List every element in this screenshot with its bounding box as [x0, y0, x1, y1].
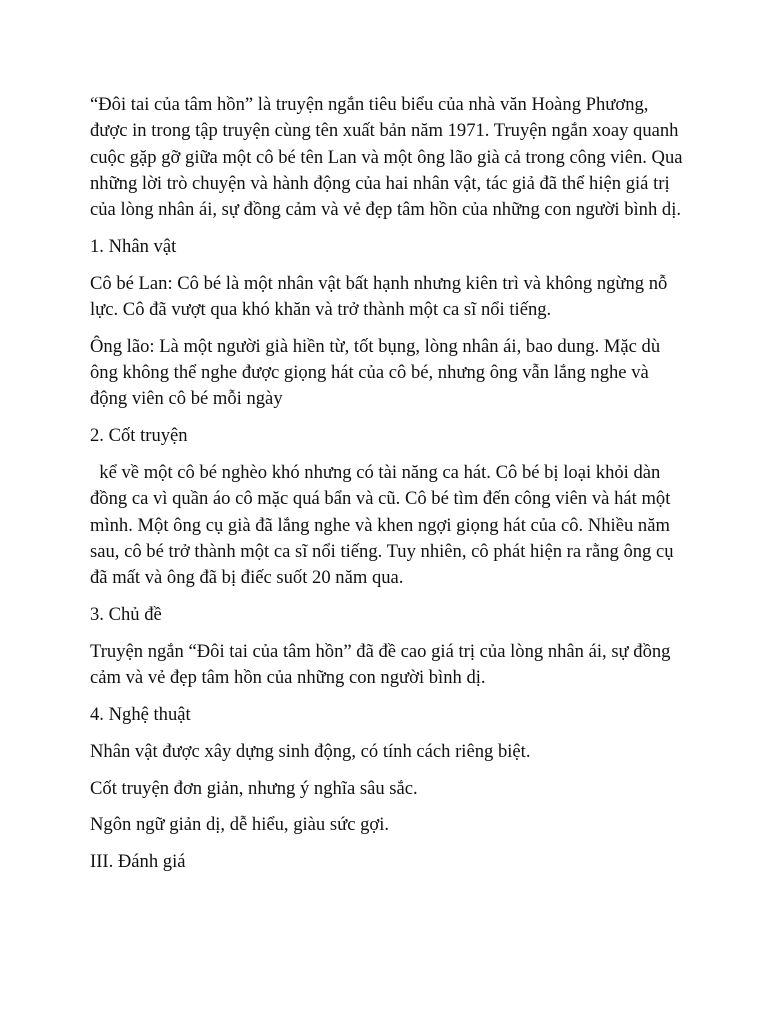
paragraph-art-plot: Cốt truyện đơn giản, nhưng ý nghĩa sâu sắc.	[90, 777, 418, 799]
paragraph-character-old-man: Ông lão: Là một người già hiền từ, tốt bụng, lòng nhân ái, bao dung. Mặc dù ông không thể nghe được giọng hát của cô bé, nhưng ông vẫn lắng nghe và động viên cô bé mỗi ngày	[90, 335, 661, 410]
paragraph-plot: kể về một cô bé nghèo khó nhưng có tài năng ca hát. Cô bé bị loại khỏi dàn đồng ca vì quần áo cô mặc quá bẩn và cũ. Cô bé tìm đến công viên và hát một mình. Một ông cụ già đã lắng nghe và khen ngợi giọng hát của cô. Nhiều năm sau, cô bé trở thành một ca sĩ nổi tiếng. Tuy nhiên, cô phát hiện ra rằng ông cụ đã mất và ông đã bị điếc suốt 20 năm qua.	[90, 462, 679, 589]
section-heading-plot: 2. Cốt truyện	[90, 425, 188, 447]
section-heading-characters: 1. Nhân vật	[90, 235, 177, 257]
paragraph-character-lan: Cô bé Lan: Cô bé là một nhân vật bất hạnh nhưng kiên trì và không ngừng nỗ lực. Cô đã vượt qua khó khăn và trở thành một ca sĩ nổi tiếng.	[90, 272, 668, 321]
section-heading-art: 4. Nghệ thuật	[90, 703, 191, 725]
paragraph-art-language: Ngôn ngữ giản dị, dễ hiểu, giàu sức gợi.	[90, 814, 390, 836]
section-heading-theme: 3. Chủ đề	[90, 604, 162, 626]
intro-paragraph: “Đôi tai của tâm hồn” là truyện ngắn tiêu biểu của nhà văn Hoàng Phương, được in trong tập truyện cùng tên xuất bản năm 1971. Truyện ngắn xoay quanh cuộc gặp gỡ giữa một cô bé tên Lan và một ông lão già cả trong công viên. Qua những lời trò chuyện và hành động của hai nhân vật, tác giả đã thể hiện giá trị của lòng nhân ái, sự đồng cảm và vẻ đẹp tâm hồn của những con người bình dị.	[90, 94, 683, 221]
document-body	[90, 92, 690, 886]
paragraph-art-characters: Nhân vật được xây dựng sinh động, có tính cách riêng biệt.	[90, 740, 531, 762]
paragraph-theme: Truyện ngắn “Đôi tai của tâm hồn” đã đề cao giá trị của lòng nhân ái, sự đồng cảm và vẻ đẹp tâm hồn của những con người bình dị.	[90, 640, 671, 689]
section-heading-evaluation: III. Đánh giá	[90, 851, 186, 873]
